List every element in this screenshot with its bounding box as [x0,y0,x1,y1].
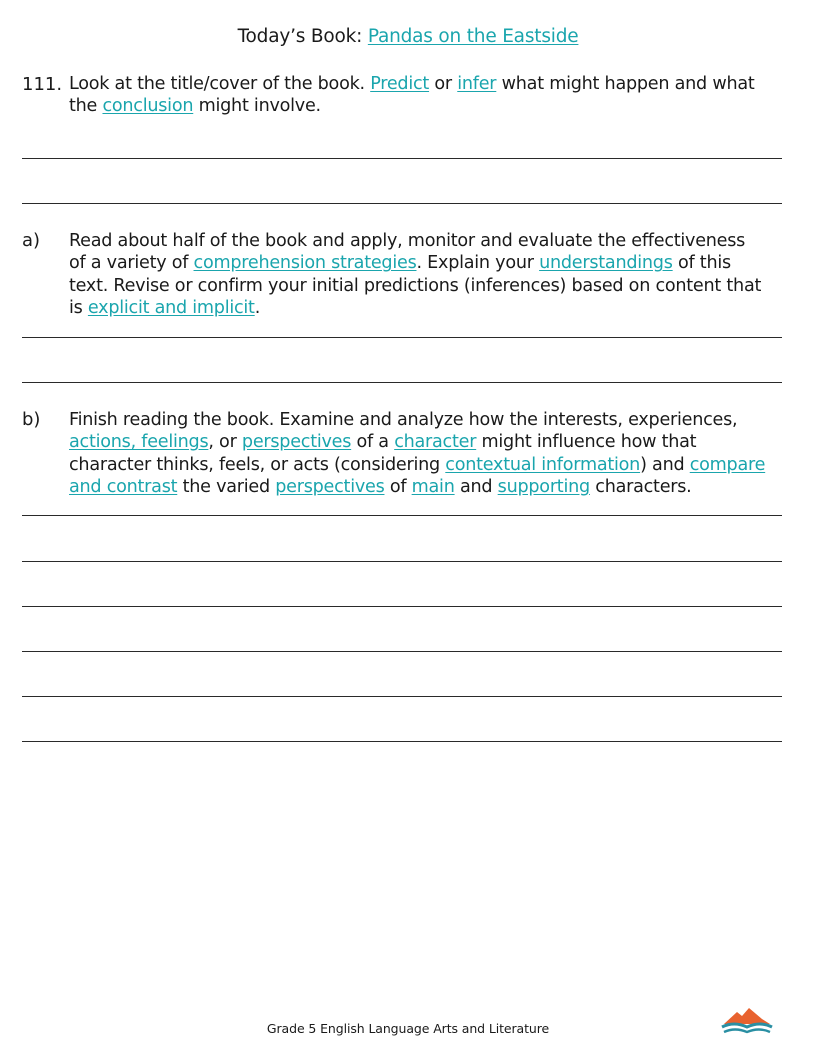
glossary-link[interactable]: main [411,477,455,498]
question-number: 111. [22,74,63,95]
text-segment: the varied [177,477,276,498]
glossary-link[interactable]: perspectives [241,432,352,453]
answer-line [22,696,782,697]
text-line [69,409,789,431]
text-segment: ) and [640,454,690,475]
text-segment: . [254,298,261,319]
text-segment: , or [208,432,242,453]
book-title-link[interactable]: Pandas on the Eastside [367,26,579,47]
text-segment: might influence how that [476,432,697,453]
text-segment: of a variety of [69,253,194,274]
text-segment: or [429,74,458,94]
mountain-book-logo-icon [718,1004,776,1038]
answer-line [22,606,782,607]
glossary-link[interactable]: explicit and implicit [87,298,255,319]
text-segment: characters. [589,477,692,498]
logo-peak [724,1008,770,1024]
text-line [69,252,789,274]
text-line [69,454,789,476]
page-title [0,26,816,47]
glossary-link[interactable]: understandings [539,253,673,274]
question-111-text [69,73,789,118]
logo-book-bottom [724,1030,770,1033]
text-line [69,95,789,117]
part-a-marker: a) [22,230,41,251]
text-segment: of this [672,253,731,274]
text-segment: of [384,477,412,498]
answer-line [22,741,782,742]
glossary-link[interactable]: compare [689,454,766,475]
answer-line [22,337,782,338]
title-prefix: Today’s Book: [237,26,368,47]
answer-line [22,515,782,516]
text-segment: is [69,298,88,319]
glossary-link[interactable]: comprehension strategies [193,253,417,274]
text-segment: Read about half of the book and apply, monitor and evaluate the effectiveness [69,231,746,251]
text-line [69,230,789,252]
text-line [69,431,789,453]
glossary-link[interactable]: supporting [497,477,590,498]
answer-line [22,561,782,562]
text-segment: character thinks, feels, or acts (considering [69,454,446,475]
text-segment: Finish reading the book. Examine and analyze how the interests, experiences, [69,410,738,430]
glossary-link[interactable]: perspectives [275,477,385,498]
answer-line [22,203,782,204]
answer-line [22,382,782,383]
logo-book-top [722,1024,772,1027]
part-a-text [69,230,789,320]
part-b-marker: b) [22,409,41,430]
text-segment: the [69,96,103,117]
glossary-link[interactable]: Predict [370,74,430,94]
text-line [69,297,789,319]
text-line [69,476,789,498]
text-segment: text. Revise or confirm your initial predictions (inferences) based on content that [69,275,762,296]
text-line [69,275,789,297]
text-segment: might involve. [193,96,321,117]
text-segment: Look at the title/cover of the book. [69,74,371,94]
glossary-link[interactable]: infer [457,74,497,94]
answer-line [22,158,782,159]
footer-text: Grade 5 English Language Arts and Literature [266,1021,550,1036]
glossary-link[interactable]: character [394,432,477,453]
glossary-link[interactable]: conclusion [102,96,194,117]
answer-line [22,651,782,652]
text-segment: . Explain your [416,253,540,274]
text-segment: what might happen and what [496,74,755,94]
text-segment: of a [351,432,395,453]
glossary-link[interactable]: actions, feelings [69,432,209,453]
part-b-text [69,409,789,499]
text-segment: and [454,477,498,498]
text-line [69,73,789,95]
glossary-link[interactable]: and contrast [69,477,178,498]
glossary-link[interactable]: contextual information [445,454,641,475]
